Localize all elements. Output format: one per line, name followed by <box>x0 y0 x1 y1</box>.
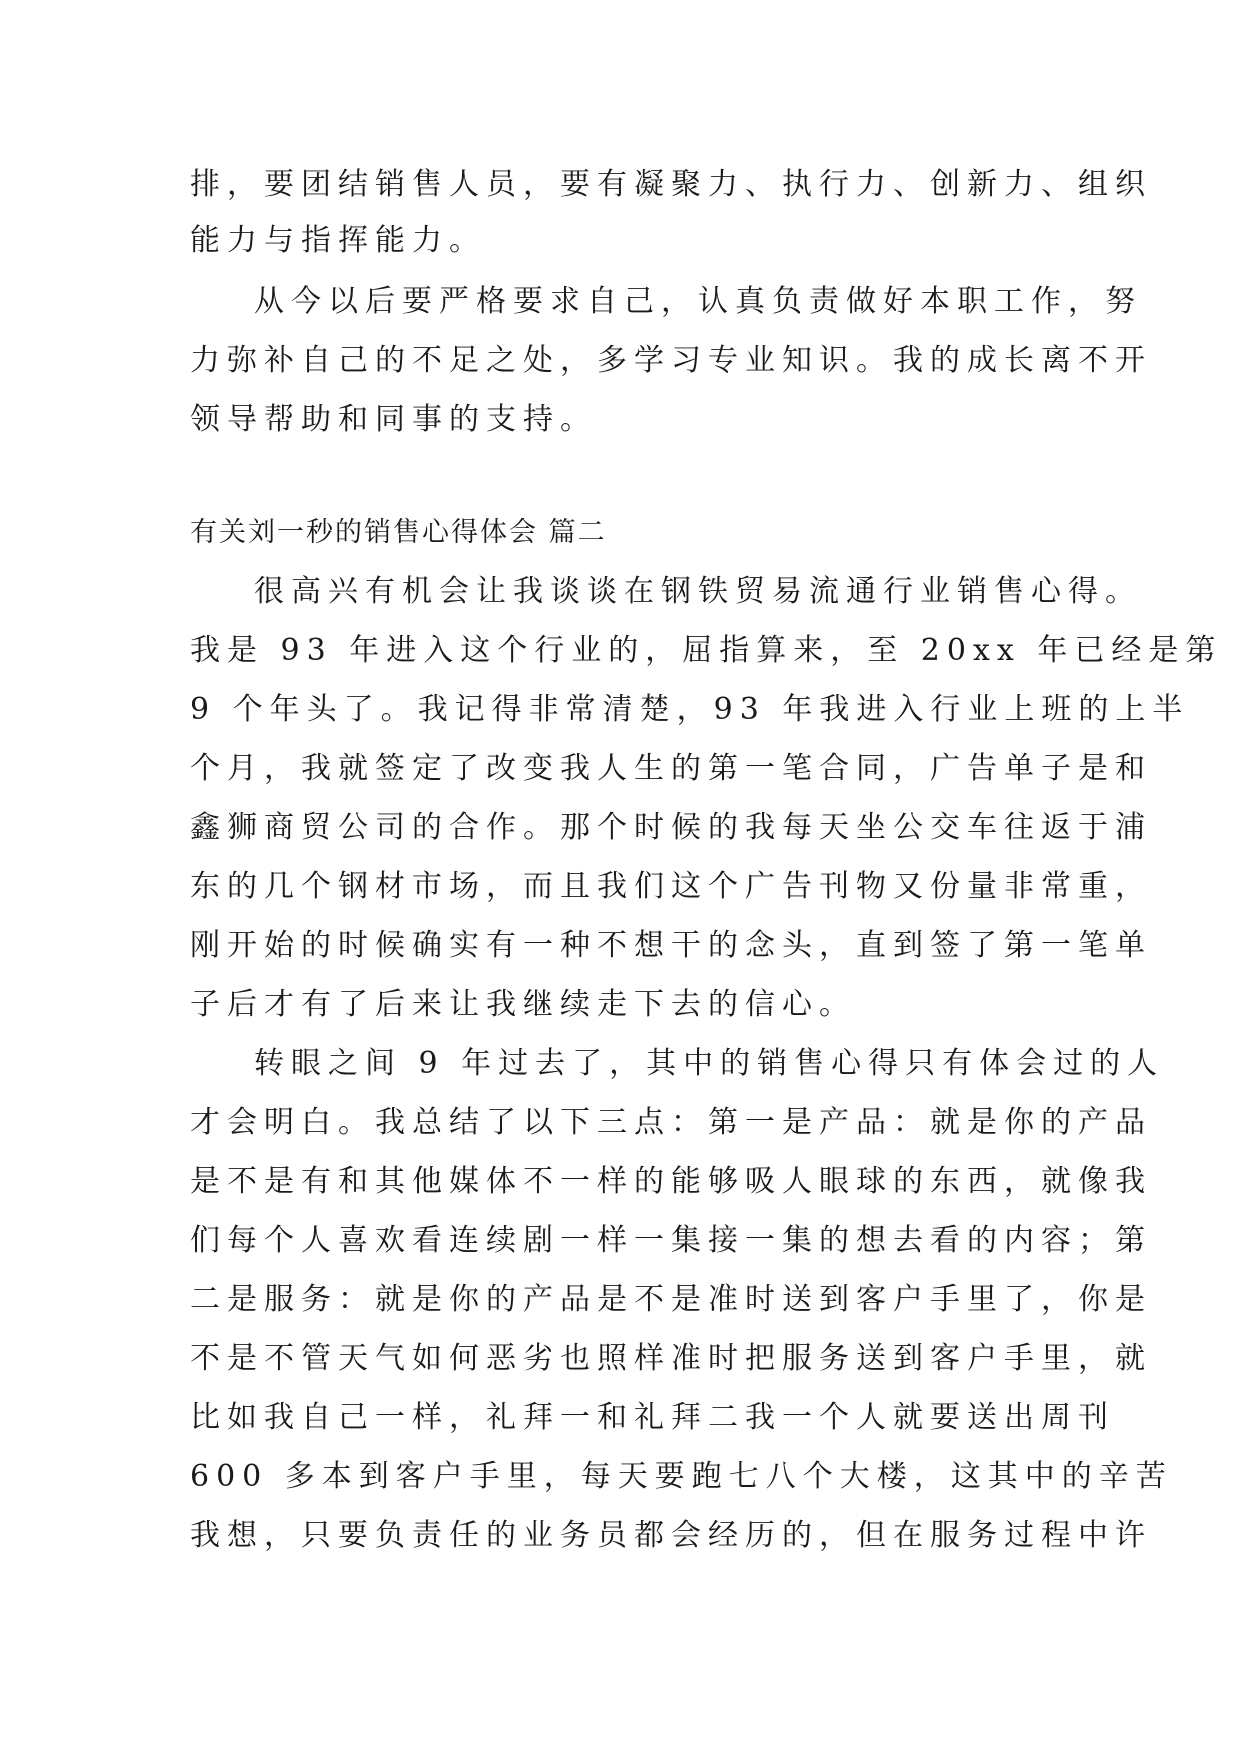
text-line: 不是不管天气如何恶劣也照样准时把服务送到客户手里，就 <box>190 1341 1152 1376</box>
text-line: 领导帮助和同事的支持。 <box>190 402 597 437</box>
text-line: 我是 93 年进入这个行业的，屈指算来，至 20xx 年已经是第 <box>190 633 1223 668</box>
text-line: 能力与指挥能力。 <box>190 223 486 258</box>
paragraph-first-line: 转眼之间 9 年过去了，其中的销售心得只有体会过的人 <box>254 1046 1165 1081</box>
text-line: 子后才有了后来让我继续走下去的信心。 <box>190 987 856 1022</box>
text-line: 二是服务：就是你的产品是不是准时送到客户手里了，你是 <box>190 1282 1152 1317</box>
text-line: 比如我自己一样，礼拜一和礼拜二我一个人就要送出周刊 <box>190 1400 1115 1435</box>
text-line: 鑫狮商贸公司的合作。那个时候的我每天坐公交车往返于浦 <box>190 810 1152 845</box>
paragraph-first-line: 从今以后要严格要求自己，认真负责做好本职工作，努 <box>254 284 1142 319</box>
text-line: 刚开始的时候确实有一种不想干的念头，直到签了第一笔单 <box>190 928 1152 963</box>
text-line: 我想，只要负责任的业务员都会经历的，但在服务过程中许 <box>190 1518 1152 1553</box>
paragraph-first-line: 很高兴有机会让我谈谈在钢铁贸易流通行业销售心得。 <box>254 574 1142 609</box>
text-line: 排，要团结销售人员，要有凝聚力、执行力、创新力、组织 <box>190 167 1152 202</box>
text-line: 才会明白。我总结了以下三点：第一是产品：就是你的产品 <box>190 1105 1152 1140</box>
text-line: 个月，我就签定了改变我人生的第一笔合同，广告单子是和 <box>190 751 1152 786</box>
text-line: 们每个人喜欢看连续剧一样一集接一集的想去看的内容；第 <box>190 1223 1152 1258</box>
text-line: 力弥补自己的不足之处，多学习专业知识。我的成长离不开 <box>190 343 1152 378</box>
text-line: 600 多本到客户手里，每天要跑七八个大楼，这其中的辛苦 <box>190 1459 1173 1494</box>
text-line: 是不是有和其他媒体不一样的能够吸人眼球的东西，就像我 <box>190 1164 1152 1199</box>
section-heading: 有关刘一秒的销售心得体会 篇二 <box>190 517 607 548</box>
text-line: 9 个年头了。我记得非常清楚，93 年我进入行业上班的上半 <box>190 692 1190 727</box>
text-line: 东的几个钢材市场，而且我们这个广告刊物又份量非常重， <box>190 869 1152 904</box>
